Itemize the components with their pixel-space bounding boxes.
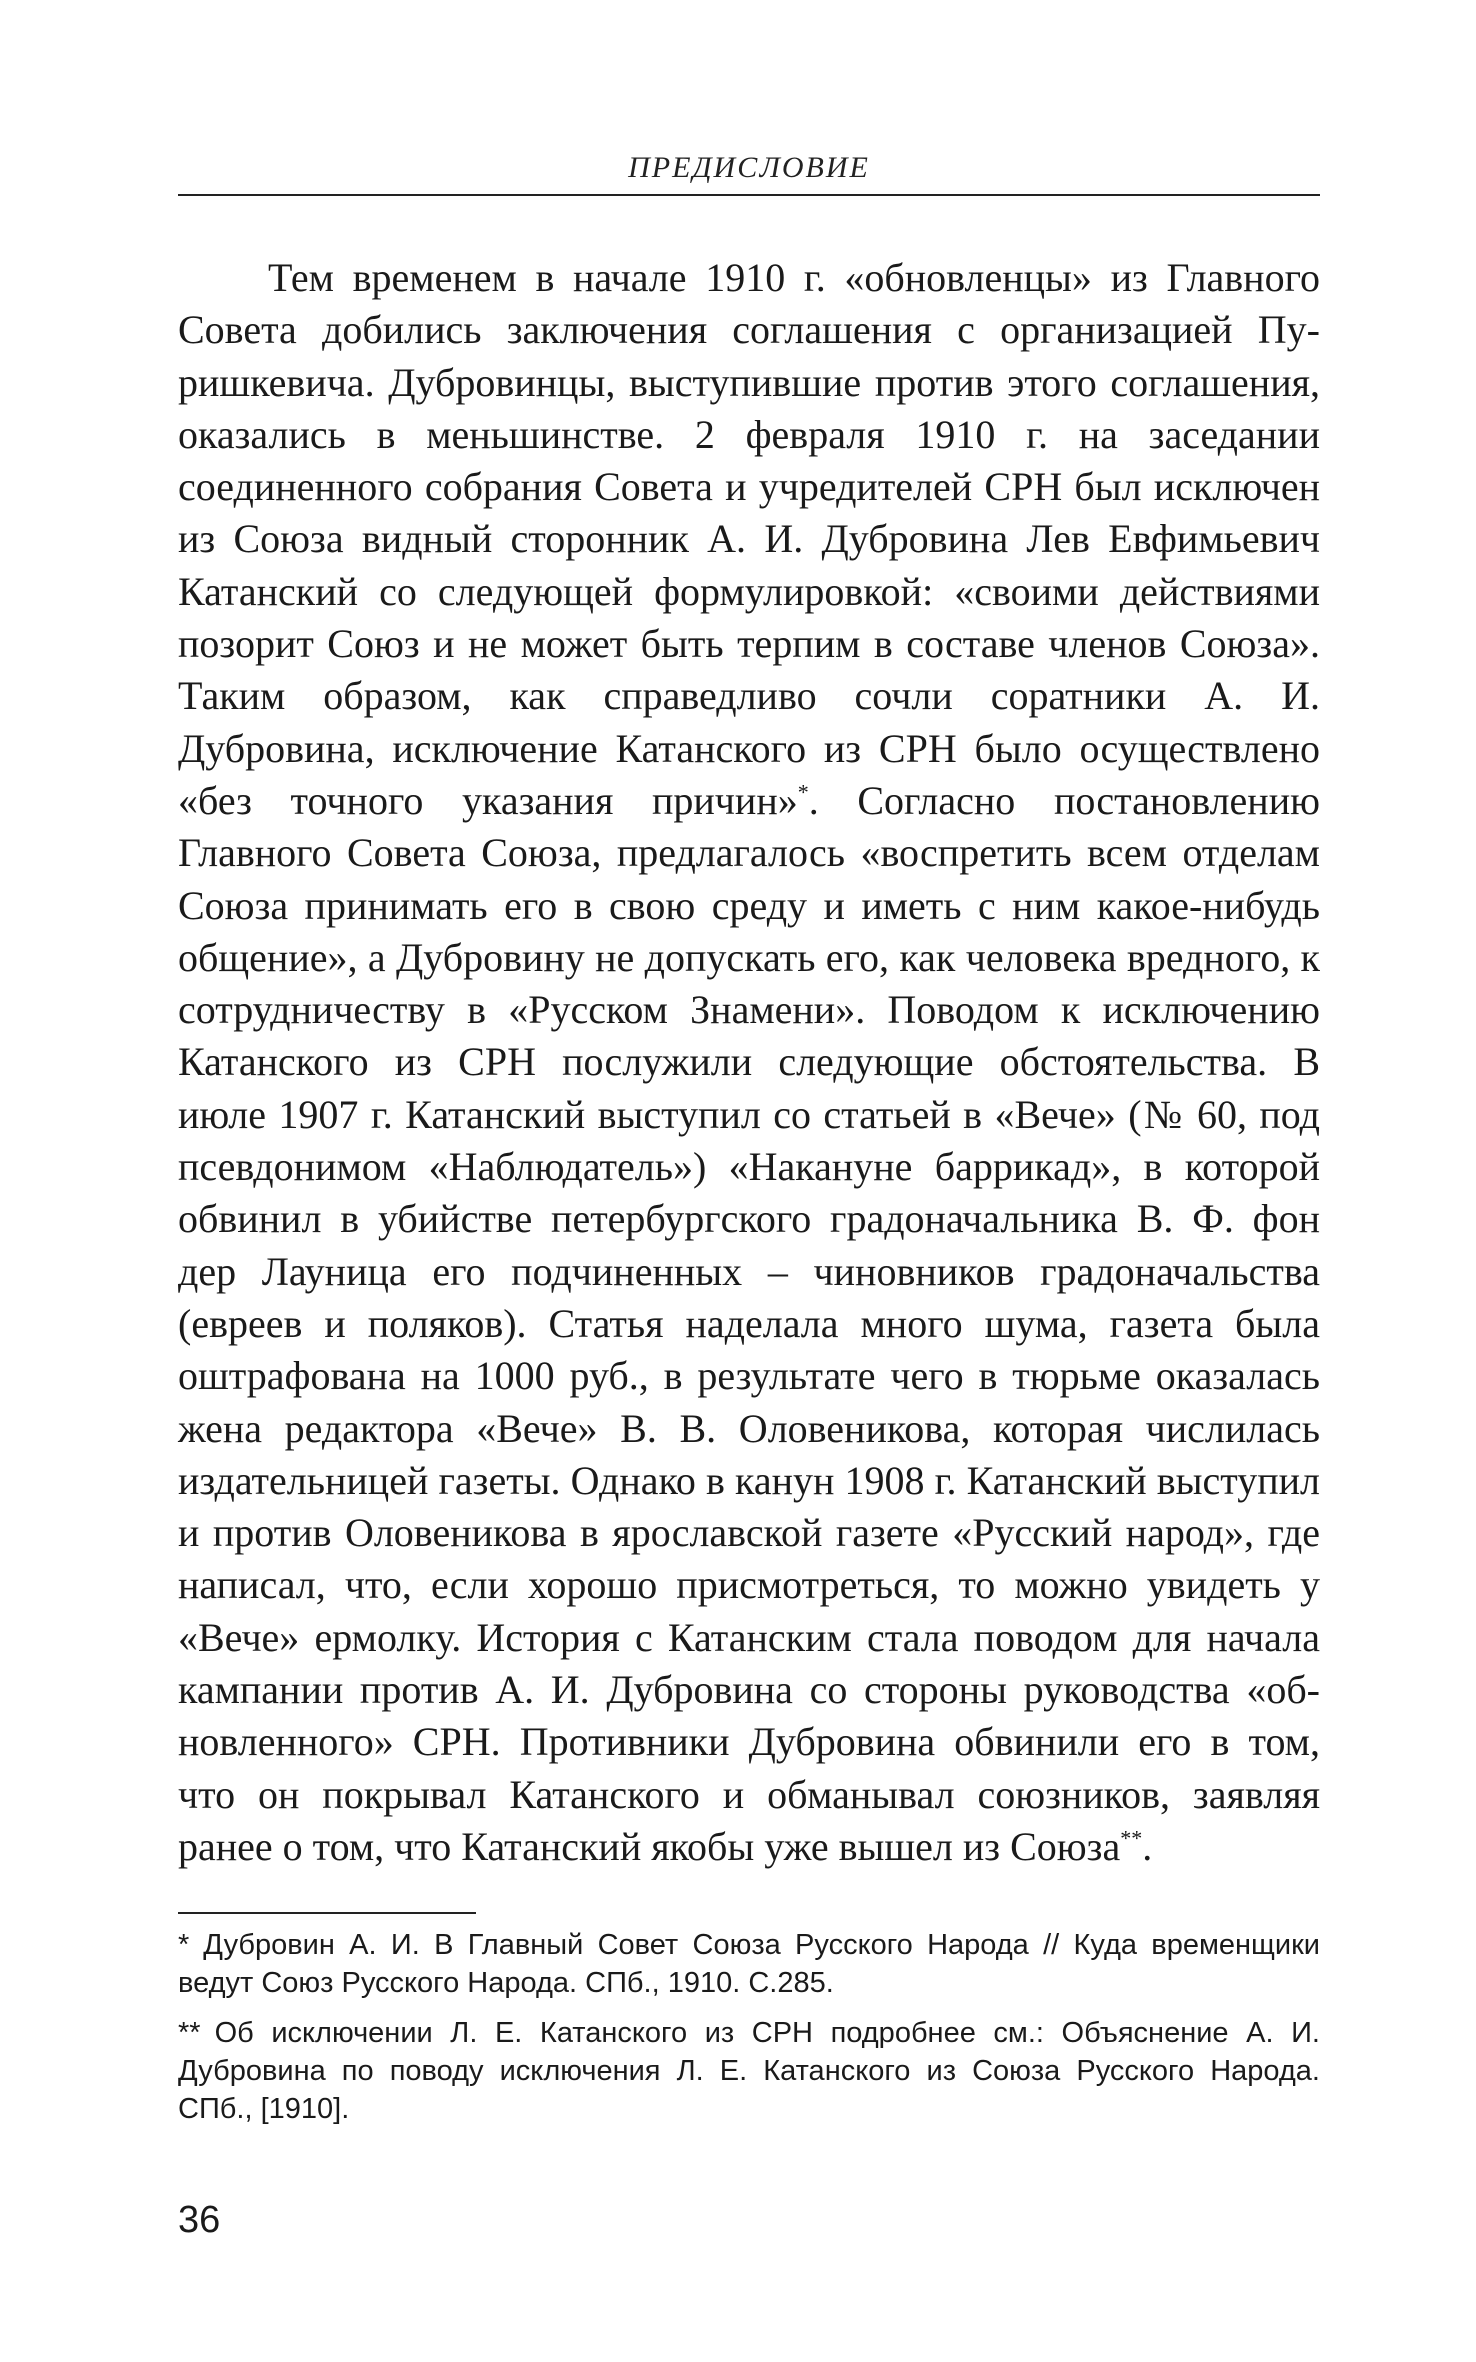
footnotes (178, 1926, 1320, 2140)
footnote-2-mark: ** (178, 2017, 201, 2049)
footnote-2 (178, 2014, 1320, 2128)
footnote-2-text: Об исключении Л. Е. Катанского из СРН подробнее см.: Объяснение А. И. Дубровина по поводу исключения Л. Е. Катанского из Союза Русского Народа. СПб., [1910]. (178, 2017, 1320, 2125)
paragraph-text-end: . (1142, 1823, 1153, 1869)
footnote-reference-2[interactable]: ** (1120, 1825, 1143, 1851)
footnote-separator (178, 1912, 476, 1914)
running-header: ПРЕДИСЛОВИЕ (628, 151, 870, 184)
paragraph-text-part-2: . Согласно постановлению Главного Совета Союза, предлагалось «воспретить всем отделам Союза принимать его в свою среду и иметь с ним какое-нибудь общение», а Дубровину не допускать его, как человека вредного, к сотрудничеству в «Русском Знамени». Поводом к исключению Катанского из СРН послужили следующие обстоятельства. В июле 1907 г. Катанский выступил со статьей в «Вече» (№ 60, под псевдонимом «Наблюдатель») «Накануне баррикад», в которой обвинил в убийстве петербургского градоначальника В. Ф. фон дер Лауница его подчиненных – чиновников градоначальства (евреев и поляков). Статья наделала много шума, газета была оштрафована на 1000 руб., в результате чего в тюрьме оказалась жена редактора «Вече» В. В. Оловеникова, которая числилась издательницей газеты. Однако в канун 1908 г. Катанский выступил и против Оловеникова в ярославской газете «Русский народ», где написал, что, если хорошо присмотреться, то можно увидеть у «Вече» ермолку. История с Катанским стала поводом для начала кампании против А. И. Дубровина со стороны руководства «обновленного» СРН. Противники Дубровина обвинили его в том, что он покрывал Катанского и обманывал союзников, заявляя ранее о том, что Катанский якобы уже вышел из Союза (178, 777, 1320, 1869)
page-number: 36 (178, 2199, 221, 2241)
main-paragraph (178, 252, 1320, 1873)
footnote-1 (178, 1926, 1320, 2002)
footnote-1-text: Дубровин А. И. В Главный Совет Союза Русского Народа // Куда временщики ведут Союз Русского Народа. СПб., 1910. С.285. (178, 1929, 1320, 1999)
footnote-1-mark: * (178, 1929, 190, 1961)
header-rule (178, 194, 1320, 196)
footnote-reference-1[interactable]: * (797, 779, 809, 805)
paragraph-text-part-1: Тем временем в начале 1910 г. «обновленцы» из Главного Совета добились заключения соглашения с организацией Пуришкевича. Дубровинцы, выступившие против этого соглашения, оказались в меньшинстве. 2 февраля 1910 г. на заседании соединенного собрания Совета и учредителей СРН был исключен из Союза видный сторонник А. И. Дубровина Лев Евфимьевич Катанский со следующей формулировкой: «своими действиями позорит Союз и не может быть терпим в составе членов Союза». Таким образом, как справедливо сочли соратники А. И. Дубровина, исключение Катанского из СРН было осуществлено «без точного указания причин» (178, 255, 1320, 823)
